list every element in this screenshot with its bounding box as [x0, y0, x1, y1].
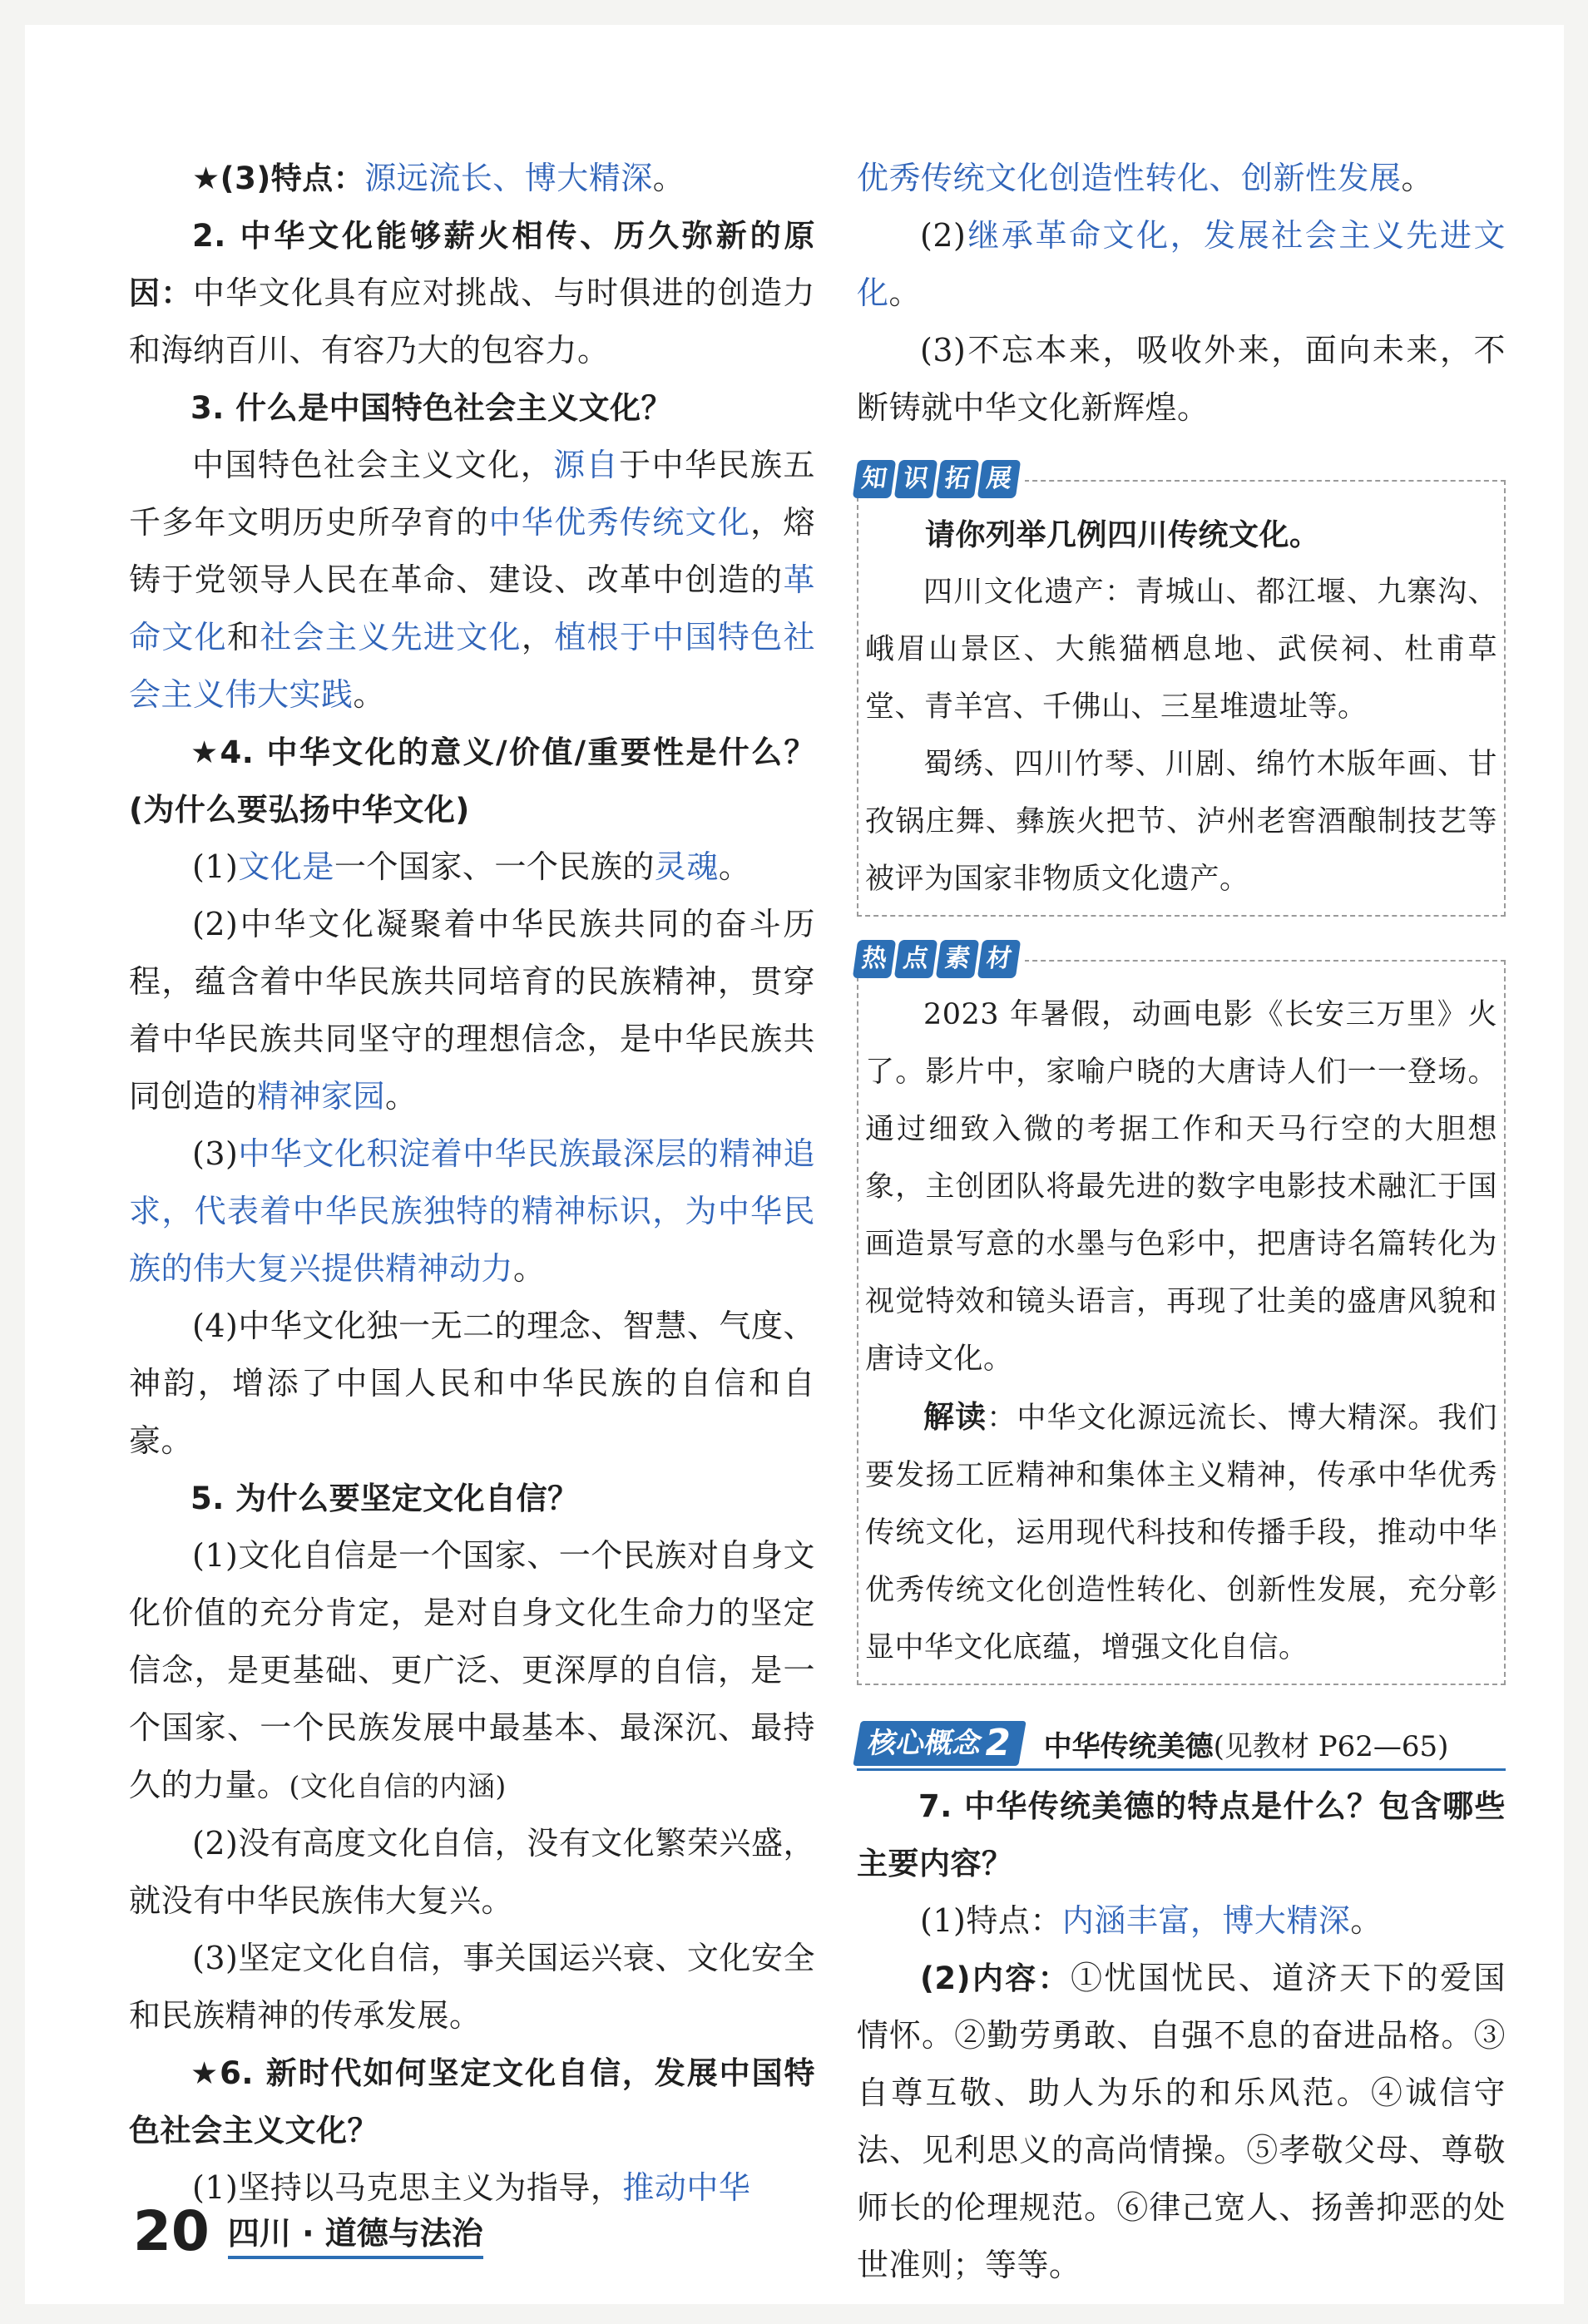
answer-6-1: (1)坚持以马克思主义为指导，推动中华	[192, 2169, 751, 2206]
answer-7-1: (1)特点：内涵丰富，博大精深。	[920, 1902, 1383, 1939]
answer-5-3: (3)坚定文化自信，事关国运兴衰、文化安全和民族精神的传承发展。	[129, 1940, 815, 2034]
question-2: 2. 中华文化能够薪火相传、历久弥新的原因：中华文化具有应对挑战、与时俱进的创造力和海纳百川、有容乃大的包容力。	[129, 218, 815, 368]
answer-5-1: (1)文化自信是一个国家、一个民族对自身文化价值的充分肯定，是对自身文化生命力的坚定信念，是更基础、更广泛、更深厚的自信，是一个国家、一个民族发展中最基本、最深沉、最持久的力量。(文化自信的内涵)	[129, 1537, 815, 1803]
core-concept-tag: 核心概念 2	[853, 1721, 1026, 1766]
answer-4-3: (3)中华文化积淀着中华民族最深层的精神追求，代表着中华民族独特的精神标识，为中华民族的伟大复兴提供精神动力。	[129, 1135, 815, 1287]
core-concept-bar	[857, 1718, 1506, 1771]
question-7: 7. 中华传统美德的特点是什么？包含哪些主要内容？	[857, 1788, 1506, 1881]
question-5: 5. 为什么要坚定文化自信？	[190, 1481, 579, 1516]
highlight-text: 源远流长、博大精深	[364, 160, 653, 196]
answer-4-4: (4)中华文化独一无二的理念、智慧、气度、神韵，增添了中国人民和中华民族的自信和自豪。	[129, 1308, 815, 1459]
question-6: ★6. 新时代如何坚定文化自信，发展中国特色社会主义文化？	[129, 2055, 815, 2148]
page	[25, 25, 1564, 2304]
box1-paragraph-2: 蜀绣、四川竹琴、川剧、绵竹木版年画、甘孜锅庄舞、彝族火把节、泸州老窖酒酿制技艺等被评为国家非物质文化遗产。	[865, 748, 1497, 896]
right-column	[857, 150, 1506, 2294]
knowledge-extension-box	[857, 464, 1506, 917]
feature-line: ★(3)特点：源远流长、博大精深。	[192, 160, 685, 196]
answer-5-2: (2)没有高度文化自信，没有文化繁荣兴盛，就没有中华民族伟大复兴。	[129, 1825, 815, 1919]
answer-4-1: (1)文化是一个国家、一个民族的灵魂。	[192, 848, 751, 885]
answer-3: 中国特色社会主义文化，源自于中华民族五千多年文明历史所孕育的中华优秀传统文化，熔铸于党领导人民在革命、建设、改革中创造的革命文化和社会主义先进文化，植根于中国特色社会主义伟大实践。	[129, 447, 815, 713]
core-concept-title: 中华传统美德(见教材 P62—65)	[1043, 1729, 1449, 1763]
box1-paragraph-1: 四川文化遗产：青城山、都江堰、九寨沟、峨眉山景区、大熊猫栖息地、武侯祠、杜甫草堂、青羊宫、千佛山、三星堆遗址等。	[865, 576, 1497, 724]
question-3: 3. 什么是中国特色社会主义文化？	[190, 390, 673, 426]
box2-paragraph-2: 解读：中华文化源远流长、博大精深。我们要发扬工匠精神和集体主义精神，传承中华优秀传统文化，运用现代科技和传播手段，推动中华优秀传统文化创造性转化、创新性发展，充分彰显中华文化底蕴，增强文化自信。	[865, 1399, 1497, 1664]
hot-material-tag: 热 点 素 材	[855, 940, 1025, 978]
knowledge-extension-tag: 知 识 拓 展	[855, 460, 1025, 498]
question-4: ★4. 中华文化的意义/价值/重要性是什么？(为什么要弘扬中华文化)	[129, 734, 815, 828]
left-column	[129, 150, 815, 2217]
box1-question: 请你列举几例四川传统文化。	[925, 517, 1320, 552]
page-number: 20	[133, 2199, 210, 2263]
answer-7-2: (2)内容：①忧国忧民、道济天下的爱国情怀。②勤劳勇敢、自强不息的奋进品格。③自尊互敬、助人为乐的和乐风范。④诚信守法、见利思义的高尚情操。⑤孝敬父母、尊敬师长的伦理规范。⑥律己宽人、扬善抑恶的处世准则；等等。	[857, 1960, 1506, 2283]
note-text: (文化自信的内涵)	[289, 1770, 507, 1802]
answer-6-2: (2)继承革命文化，发展社会主义先进文化。	[857, 217, 1506, 311]
book-title: 四川 · 道德与法治	[228, 2213, 483, 2259]
hot-material-box	[857, 944, 1506, 1685]
answer-6-1-continued: 优秀传统文化创造性转化、创新性发展。	[857, 160, 1434, 196]
box2-paragraph-1: 2023 年暑假，动画电影《长安三万里》火了。影片中，家喻户晓的大唐诗人们一一登场。通过细致入微的考据工作和天马行空的大胆想象，主创团队将最先进的数字电影技术融汇于国画造景写意的水墨与色彩中，把唐诗名篇转化为视觉特效和镜头语言，再现了壮美的盛唐风貌和唐诗文化。	[865, 998, 1497, 1376]
answer-4-2: (2)中华文化凝聚着中华民族共同的奋斗历程，蕴含着中华民族共同培育的民族精神，贯穿着中华民族共同坚守的理想信念，是中华民族共同创造的精神家园。	[129, 906, 815, 1115]
answer-6-3: (3)不忘本来，吸收外来，面向未来，不断铸就中华文化新辉煌。	[857, 332, 1506, 426]
page-footer	[133, 2199, 483, 2263]
